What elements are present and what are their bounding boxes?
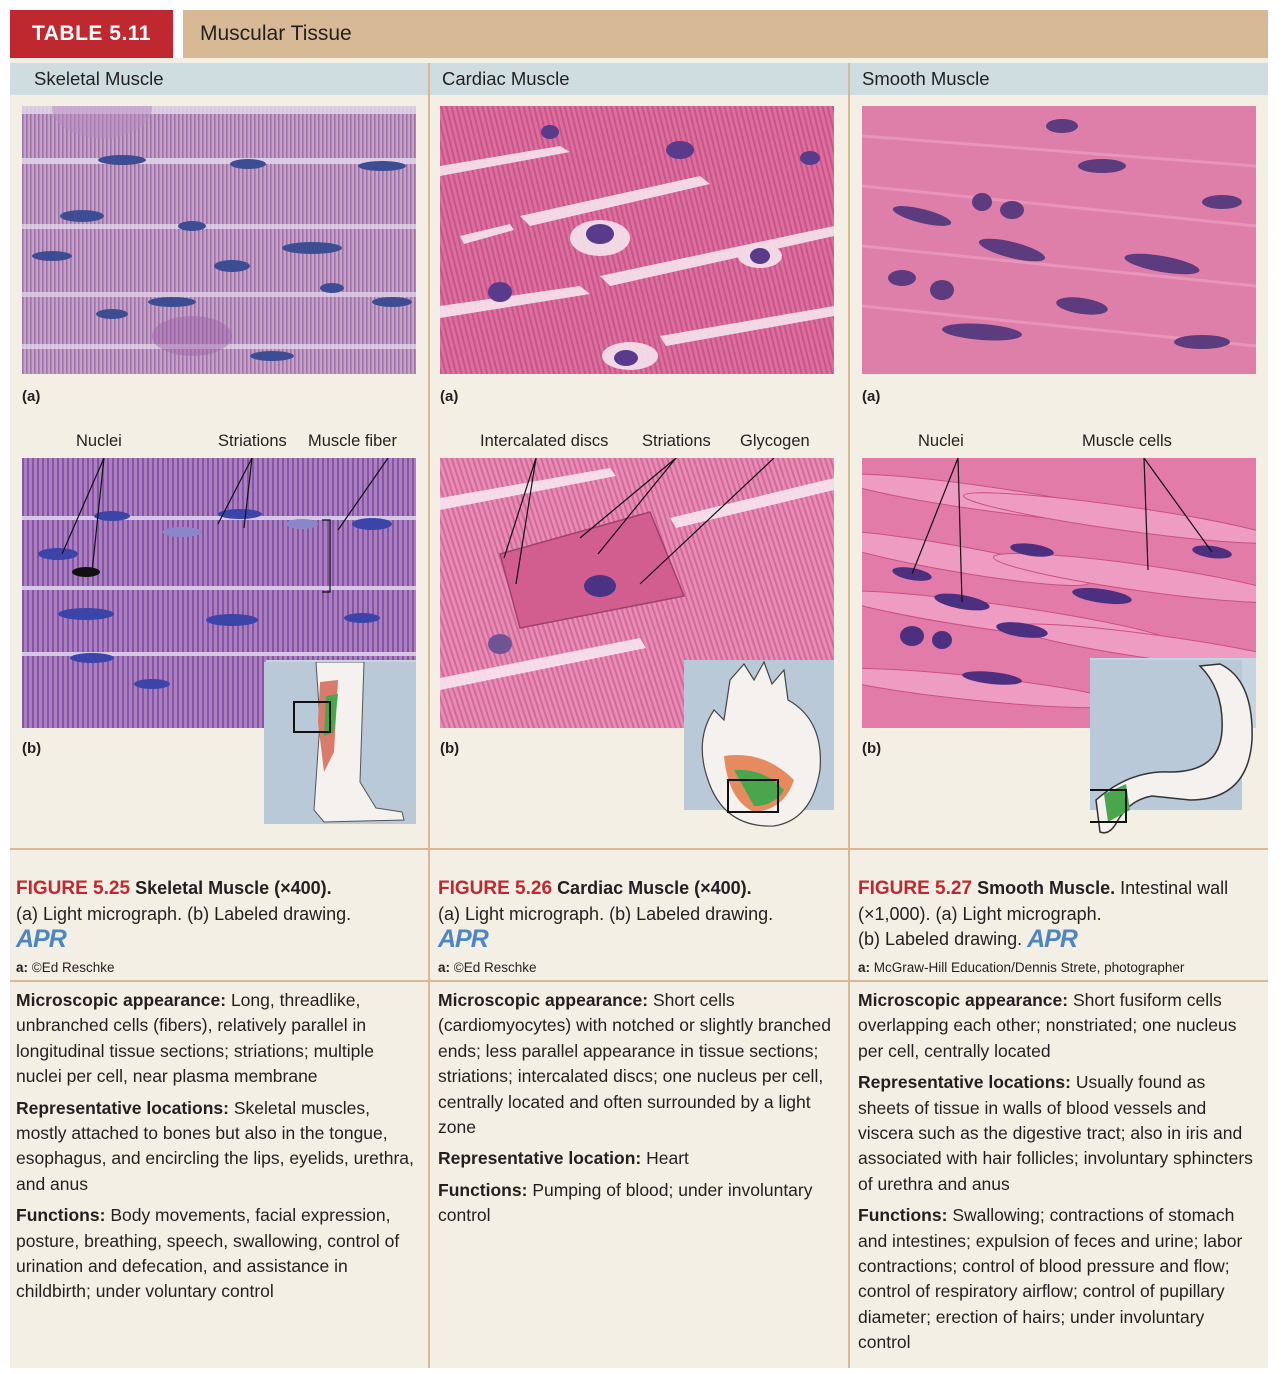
column-divider <box>848 63 850 1368</box>
apr-logo[interactable]: APR <box>1027 925 1077 953</box>
panel-label-b: (b) <box>440 740 460 757</box>
column-header-skeletal: Skeletal Muscle <box>10 63 428 95</box>
locations-label: Representative location: <box>438 1148 642 1169</box>
table-title: Muscular Tissue <box>200 22 352 45</box>
functions-text: Swallowing; contractions of stomach and intestines; expulsion of feces and urine; labor contractions; control of blood pressure and flow; control of respiratory airflow; control of pupillary diameter; erection of hairs; under involuntary control <box>858 1205 1243 1353</box>
header-divider <box>173 10 183 58</box>
microscopic-text: Short fusiform cells overlapping each other; nonstriated; one nucleus per cell, centrally located <box>858 990 1237 1061</box>
functions-text: Body movements, facial expression, posture, breathing, speech, swallowing, control of urination and defecation, and assistance in childbirth; under voluntary control <box>16 1205 400 1302</box>
callout-striations: Striations <box>642 432 711 450</box>
skeletal-micrograph <box>22 106 416 374</box>
photo-credit <box>438 960 537 975</box>
callout-intercalated-discs: Intercalated discs <box>480 432 609 450</box>
locations-text: Skeletal muscles, mostly attached to bones but also in the tongue, esophagus, and encircling the lips, eyelids, urethra, and anus <box>16 1097 414 1194</box>
table-header <box>10 10 1268 58</box>
figure-number: FIGURE 5.27 <box>858 878 973 899</box>
table-number: TABLE 5.11 <box>10 10 173 58</box>
locations-label: Representative locations: <box>858 1072 1071 1093</box>
microscopic-text: Short cells (cardiomyocytes) with notched or slightly branched ends; less parallel appearance in tissue sections; striations; intercalated discs; one nucleus per cell, centrally located and often surrounded by a light zone <box>438 990 831 1138</box>
column-divider <box>428 63 430 1368</box>
callout-glycogen: Glycogen <box>740 432 810 450</box>
photo-credit <box>858 960 1184 975</box>
figure-description: (a) Light micrograph. (b) Labeled drawing. <box>16 903 352 924</box>
figure-description: Intestinal wall (×1,000). (a) Light micrograph. <box>858 878 1229 924</box>
table-page <box>10 10 1268 1368</box>
heart-inset-illustration <box>684 660 834 828</box>
locations-text: Heart <box>646 1148 689 1169</box>
photo-credit <box>16 960 115 975</box>
panel-label-b: (b) <box>862 740 882 757</box>
microscopic-label: Microscopic appearance: <box>858 990 1069 1010</box>
figure-description-b: (b) Labeled drawing. <box>858 929 1023 949</box>
figure-title: Skeletal Muscle (×400). <box>135 878 332 898</box>
functions-label: Functions: <box>858 1205 948 1226</box>
panel-label-a: (a) <box>440 388 459 405</box>
figure-title: Cardiac Muscle (×400). <box>557 878 752 898</box>
apr-logo[interactable]: APR <box>438 925 488 953</box>
panel-label-a: (a) <box>22 388 41 405</box>
callout-muscle-fiber: Muscle fiber <box>308 432 397 450</box>
microscopic-label: Microscopic appearance: <box>438 990 649 1010</box>
column-header-smooth: Smooth Muscle <box>850 63 1268 95</box>
description-smooth <box>858 988 1260 1362</box>
cardiac-micrograph <box>440 106 834 374</box>
figure-number: FIGURE 5.26 <box>438 878 553 899</box>
locations-text: Usually found as sheets of tissue in walls of blood vessels and viscera such as the digestive tract; also in iris and associated with hair follicles; involuntary sphincters of urethra and anus <box>858 1072 1253 1194</box>
locations-label: Representative locations: <box>16 1097 229 1118</box>
figure-title: Smooth Muscle. <box>977 878 1116 898</box>
callout-nuclei: Nuclei <box>918 432 964 450</box>
microscopic-text: Long, threadlike, unbranched cells (fibers), relatively parallel in longitudinal tissue sections; striations; multiple nuclei per cell, near plasma membrane <box>16 990 374 1087</box>
row-divider <box>10 848 1268 850</box>
figure-caption-smooth <box>858 876 1262 953</box>
credit-key: a: <box>16 960 29 975</box>
leg-inset-illustration <box>264 662 416 824</box>
panel-label-b: (b) <box>22 740 42 757</box>
credit-text: ©Ed Reschke <box>453 960 537 975</box>
figure-number: FIGURE 5.25 <box>16 878 131 899</box>
credit-key: a: <box>858 960 871 975</box>
apr-logo[interactable]: APR <box>16 925 66 953</box>
functions-label: Functions: <box>438 1179 528 1200</box>
functions-text: Pumping of blood; under involuntary control <box>438 1179 813 1226</box>
figure-caption-cardiac <box>438 876 842 953</box>
panel-label-a: (a) <box>862 388 881 405</box>
callout-muscle-cells: Muscle cells <box>1082 432 1172 450</box>
row-divider <box>10 980 1268 982</box>
description-skeletal <box>16 988 422 1311</box>
callout-nuclei: Nuclei <box>76 432 122 450</box>
credit-text: McGraw-Hill Education/Dennis Strete, photographer <box>873 960 1185 975</box>
microscopic-label: Microscopic appearance: <box>16 990 227 1010</box>
description-cardiac <box>438 988 838 1235</box>
stomach-inset-illustration <box>1090 660 1254 842</box>
figure-description: (a) Light micrograph. (b) Labeled drawing. <box>438 903 774 924</box>
credit-key: a: <box>438 960 451 975</box>
functions-label: Functions: <box>16 1205 106 1226</box>
figure-caption-skeletal <box>16 876 422 953</box>
callout-striations: Striations <box>218 432 287 450</box>
column-header-cardiac: Cardiac Muscle <box>430 63 848 95</box>
credit-text: ©Ed Reschke <box>31 960 115 975</box>
smooth-micrograph <box>862 106 1256 374</box>
